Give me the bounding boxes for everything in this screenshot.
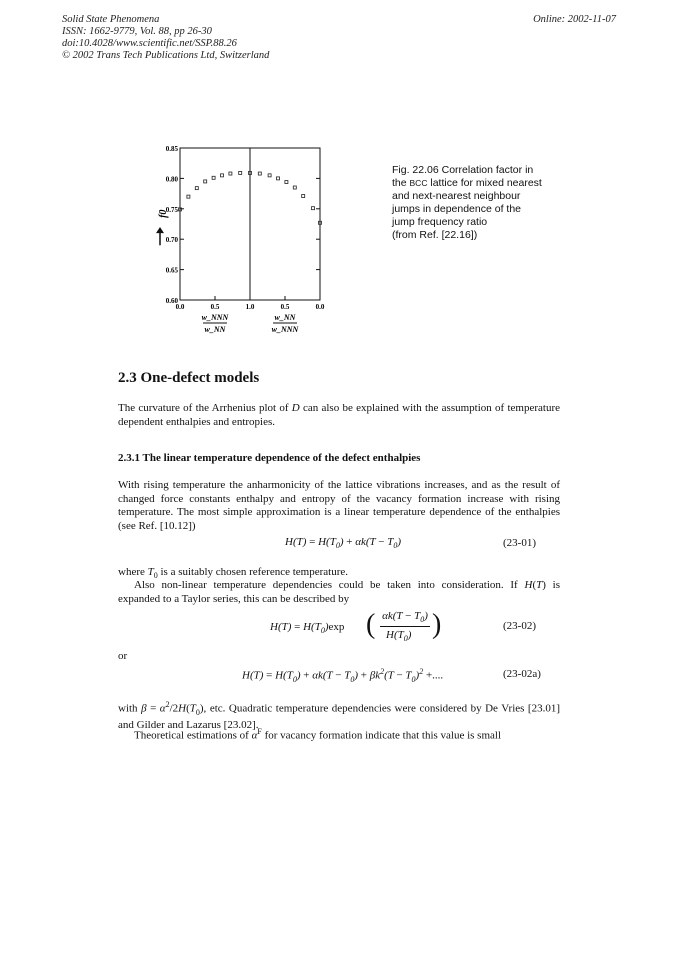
data-point <box>258 172 261 175</box>
paragraph-4: Theoretical estimations of $\alpha^F$ for vacancy formation indicate that this value is small <box>134 727 502 742</box>
data-point <box>187 195 190 198</box>
caption-line: Fig. 22.06 Correlation factor in <box>392 164 534 176</box>
equation-23-02a: $H(T) = H(T_0) + \alpha k(T - T_0) + \beta k^2(T - T_0)^2$ +.... <box>242 667 444 684</box>
copyright-line: © 2002 Trans Tech Publications Ltd, Switzerland <box>62 50 270 61</box>
caption-line: the BCC lattice for mixed nearest <box>392 177 542 189</box>
data-point <box>239 171 242 174</box>
data-point <box>221 174 224 177</box>
x-label-right-numerator: w_NN <box>274 313 296 322</box>
data-point <box>204 180 207 183</box>
data-point <box>285 181 288 184</box>
figure-caption <box>392 164 547 242</box>
journal-header <box>62 14 269 62</box>
x-tick-label: 0.0 <box>315 303 325 311</box>
caption-line: jumps in dependence of the <box>392 203 522 215</box>
y-tick-label: 0.65 <box>165 266 178 275</box>
y-tick-label: 0.85 <box>165 145 178 153</box>
y-tick-label: 0.75 <box>165 205 178 214</box>
caption-line: and next-nearest neighbour <box>392 190 521 202</box>
data-point <box>277 177 280 180</box>
paragraph-1: With rising temperature the anharmonicity of the lattice vibrations increases, and as the result of changed force constants enthalpy and entropy of the vacancy formation increase with rising temperature. The most simple approximation is a linear temperature dependence of the enthalpies (see Ref. [10.12]) <box>118 479 560 532</box>
x-tick-label: 0.5 <box>280 303 290 311</box>
section-title: 2.3 One-defect models <box>118 370 260 386</box>
where-line: where $T_0$ is a suitably chosen reference temperature. <box>118 566 349 581</box>
y-tick-label: 0.60 <box>165 297 178 305</box>
equation-number: (23-02a) <box>503 668 541 680</box>
data-point <box>212 176 215 179</box>
section-intro: The curvature of the Arrhenius plot of D can also be explained with the assumption of temperature dependent enthalpies and entropies. <box>118 402 561 428</box>
x-tick-label: 0.5 <box>210 303 220 311</box>
journal-name: Solid State Phenomena <box>62 14 160 25</box>
data-point <box>293 186 296 189</box>
figure-22-06 <box>150 140 350 355</box>
y-axis-label: f0 <box>158 209 169 218</box>
data-point <box>302 195 305 198</box>
correlation-factor-chart <box>150 140 350 350</box>
x-label-right-denominator: w_NNN <box>271 325 299 334</box>
data-point <box>195 187 198 190</box>
data-point <box>268 174 271 177</box>
x-label-left-numerator: w_NNN <box>201 313 229 322</box>
y-tick-label: 0.70 <box>165 236 178 245</box>
caption-line: jump frequency ratio <box>392 216 488 228</box>
doi-line: doi:10.4028/www.scientific.net/SSP.88.26 <box>62 38 237 49</box>
issn-line: ISSN: 1662-9779, Vol. 88, pp 26-30 <box>62 26 212 37</box>
paragraph-3: with $\beta = \alpha^2/2H(T_0)$, etc. Quadratic temperature dependencies were considered by De Vries [23.01] and Gilder and Lazarus [23.02]. <box>118 700 560 732</box>
y-axis-arrow-head <box>156 227 164 233</box>
x-tick-label: 0.0 <box>175 303 185 311</box>
x-label-left-denominator: w_NN <box>204 325 226 334</box>
or-line: or <box>118 650 128 662</box>
online-date: Online: 2002-11-07 <box>533 14 616 25</box>
caption-line: (from Ref. [22.16]) <box>392 229 478 241</box>
equation-23-01: $H(T) = H(T_0) + \alpha k(T - T_0)$ <box>285 536 401 551</box>
subsection-title: 2.3.1 The linear temperature dependence of the defect enthalpies <box>118 452 421 464</box>
data-point <box>312 207 315 210</box>
equation-23-02: $H(T) = H(T_0)\exp$ ( $\alpha k(T - T_0)$ $H(T_0)$ ) <box>270 609 442 644</box>
y-tick-label: 0.80 <box>165 175 178 184</box>
data-point <box>229 172 232 175</box>
equation-number: (23-02) <box>503 620 536 632</box>
x-tick-label: 1.0 <box>245 303 255 311</box>
paragraph-2: Also non-linear temperature dependencies could be taken into consideration. If H(T) is expanded to a Taylor series, this can be described by <box>118 579 560 605</box>
equation-number: (23-01) <box>503 537 536 549</box>
